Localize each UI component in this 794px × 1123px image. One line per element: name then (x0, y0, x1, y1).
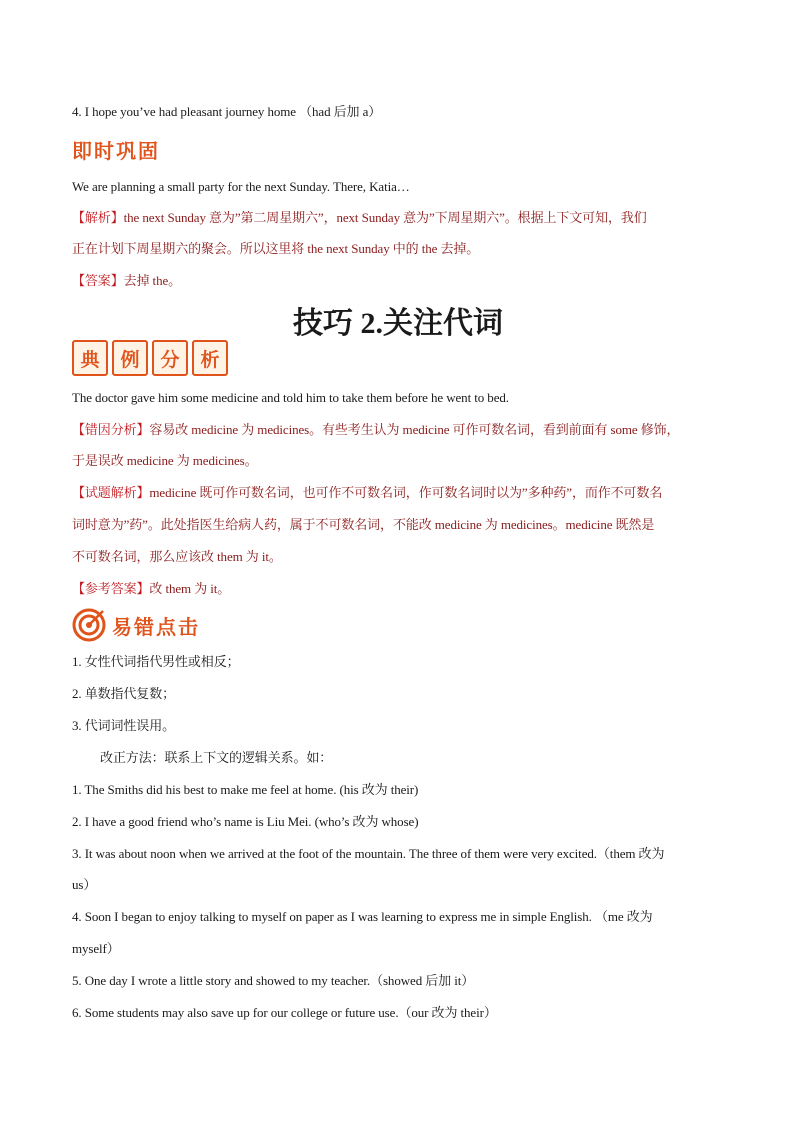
analysis-tag: 【解析】 (72, 210, 124, 225)
point-1: 1. 女性代词指代男性或相反； (72, 654, 240, 669)
question-analysis-line-1 (72, 484, 662, 502)
section-badge-error-points (72, 608, 200, 642)
badge-box-4: 析 (192, 340, 228, 376)
analysis-text: the next Sunday 意为”第二周星期六”，next Sunday 意为”下周星期六”。根据上下文可知，我们 (123, 210, 647, 225)
section-heading: 技巧 2.关注代词 (293, 307, 503, 340)
badge-text: 即时巩固 (72, 139, 160, 163)
section-badge-consolidate (72, 135, 160, 164)
badge-typical-examples (72, 340, 228, 376)
question-analysis-line-2: 词时意为”药”。此处指医生给病人药，属于不可数名词，不能改 medicine 为 medicines。medicine 既然是 (72, 517, 655, 532)
answer-text: 去掉 the。 (123, 273, 182, 288)
example-sentence: The doctor gave him some medicine and told him to take them before he went to bed. (72, 390, 509, 405)
example-6: 6. Some students may also save up for our college or future use.（our 改为 their） (72, 1005, 497, 1020)
question-analysis-line-3: 不可数名词，那么应该改 them 为 it。 (72, 549, 282, 564)
example-5: 5. One day I wrote a little story and showed to my teacher.（showed 后加 it） (72, 973, 475, 988)
analysis-line-1 (72, 209, 647, 227)
error-analysis-tag: 【错因分析】 (72, 422, 150, 437)
example-2: 2. I have a good friend who’s name is Liu Mei. (who’s 改为 whose) (72, 814, 419, 829)
question-analysis-text: medicine 既可作可数名词，也可作不可数名词，作可数名词时以为”多种药”，而作不可数名 (149, 485, 663, 500)
badge-text: 易错点击 (112, 614, 200, 639)
error-analysis-text: 容易改 medicine 为 medicines。有些考生认为 medicine 可作可数名词，看到前面有 some 修饰， (149, 422, 680, 437)
badge-box-3: 分 (152, 340, 188, 376)
error-analysis-line-1 (72, 421, 679, 439)
example-1: 1. The Smiths did his best to make me feel at home. (his 改为 their) (72, 782, 419, 797)
answer-line (72, 272, 181, 290)
analysis-line-2: 正在计划下周星期六的聚会。所以这里将 the next Sunday 中的 the 去掉。 (72, 241, 480, 256)
badge-box-2: 例 (112, 340, 148, 376)
example-4-line-1: 4. Soon I began to enjoy talking to myself on paper as I was learning to express me in simple English. （me 改为 (72, 909, 653, 924)
example-4-line: 4. I hope you’ve had pleasant journey home （had 后加 a） (72, 104, 382, 119)
reference-answer-text: 改 them 为 it。 (149, 581, 231, 596)
point-2: 2. 单数指代复数； (72, 686, 176, 701)
question-analysis-tag: 【试题解析】 (72, 485, 150, 500)
error-analysis-line-2: 于是误改 medicine 为 medicines。 (72, 453, 258, 468)
badge-box-1: 典 (72, 340, 108, 376)
exercise-sentence: We are planning a small party for the next Sunday. There, Katia… (72, 179, 410, 194)
fix-method: 改正方法：联系上下文的逻辑关系。如： (100, 750, 333, 765)
point-3: 3. 代词词性误用。 (72, 718, 176, 733)
answer-tag: 【答案】 (72, 273, 124, 288)
example-3-line-2: us） (72, 877, 97, 892)
reference-answer-line (72, 580, 230, 598)
reference-answer-tag: 【参考答案】 (72, 581, 150, 596)
target-icon (72, 608, 106, 642)
example-4-line-2: myself） (72, 941, 120, 956)
example-3-line-1: 3. It was about noon when we arrived at the foot of the mountain. The three of them were very excited.（them 改为 (72, 846, 665, 861)
